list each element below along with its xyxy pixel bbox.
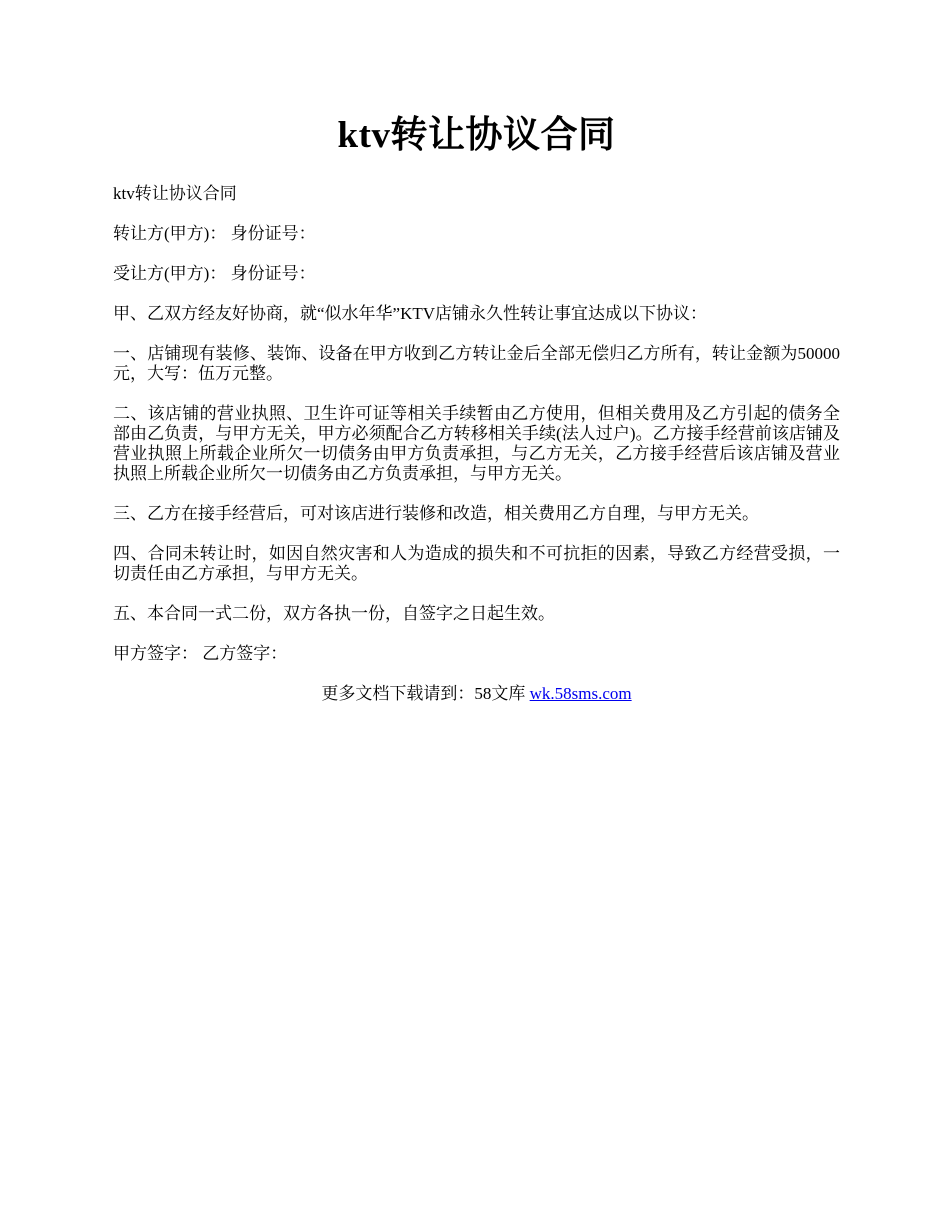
clause-1: 一、店铺现有装修、装饰、设备在甲方收到乙方转让金后全部无偿归乙方所有，转让金额为50000元，大写：伍万元整。 (113, 344, 840, 383)
clause-5: 五、本合同一式二份，双方各执一份，自签字之日起生效。 (113, 604, 555, 623)
transferor-line: 转让方(甲方)： 身份证号： (113, 224, 316, 243)
clause-3: 三、乙方在接手经营后，可对该店进行装修和改造，相关费用乙方自理，与甲方无关。 (113, 504, 759, 523)
transferee-line: 受让方(甲方)： 身份证号： (113, 264, 316, 283)
footer-text: 更多文档下载请到：58文库 (321, 684, 526, 703)
download-footer (113, 684, 840, 704)
document-page (113, 112, 840, 704)
clause-4: 四、合同未转让时，如因自然灾害和人为造成的损失和不可抗拒的因素，导致乙方经营受损，一切责任由乙方承担，与甲方无关。 (113, 544, 840, 583)
subtitle-paragraph: ktv转让协议合同 (113, 184, 237, 203)
document-title: ktv转让协议合同 (337, 115, 616, 156)
footer-link[interactable]: wk.58sms.com (529, 684, 632, 703)
agreement-intro: 甲、乙双方经友好协商，就“似水年华”KTV店铺永久性转让事宜达成以下协议： (113, 304, 708, 323)
signature-line: 甲方签字： 乙方签字： (113, 644, 288, 663)
clause-2: 二、该店铺的营业执照、卫生许可证等相关手续暂由乙方使用，但相关费用及乙方引起的债务全部由乙负责，与甲方无关，甲方必须配合乙方转移相关手续(法人过户)。乙方接手经营前该店铺及营业执照上所载企业所欠一切债务由甲方负责承担，与乙方无关，乙方接手经营后该店铺及营业执照上所载企业所欠一切债务由乙方负责承担，与甲方无关。 (113, 404, 840, 483)
